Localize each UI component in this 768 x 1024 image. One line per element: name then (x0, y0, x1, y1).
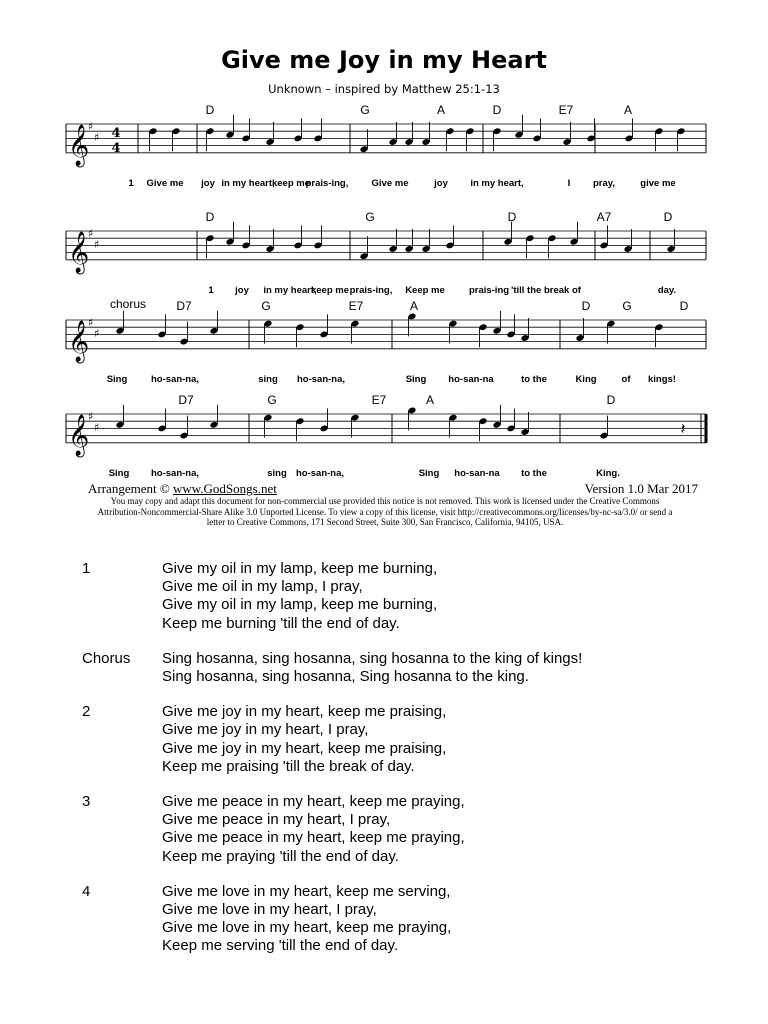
lyric-syllable: kings! (648, 373, 676, 385)
chord-symbol: A (425, 393, 435, 407)
verse-line: Give me joy in my heart, I pray, (162, 721, 369, 739)
verse-line: Give me joy in my heart, keep me praising, (162, 739, 447, 757)
verse-line: Give me peace in my heart, I pray, (162, 811, 391, 829)
lyric-syllable: Sing (418, 467, 440, 479)
verse-label: 2 (82, 703, 91, 721)
lyric-syllable: sing (258, 373, 278, 385)
verse-label: Chorus (82, 649, 131, 667)
verse-line: Give me joy in my heart, keep me praising, (162, 703, 447, 721)
verse-line: Give my oil in my lamp, keep me burning, (162, 596, 438, 614)
sharp-icon: ♯ (88, 316, 94, 329)
chord-symbol: D (679, 299, 689, 313)
verses-section (82, 560, 722, 973)
verse-line: Give my oil in my lamp, keep me burning, (162, 560, 438, 577)
chord-symbol: A (436, 103, 446, 117)
lyric-syllable: King (575, 373, 597, 385)
chord-symbol: G (622, 299, 632, 313)
treble-clef-icon: 𝄞 (68, 231, 90, 273)
sharp-icon: ♯ (88, 227, 94, 240)
verse-label: 3 (82, 793, 91, 811)
chord-symbol: E7 (348, 299, 364, 313)
lyric-syllable: Keep me (405, 284, 445, 296)
verse-line: Keep me burning 'till the end of day. (162, 614, 400, 632)
lyric-syllable: prais-ing, (305, 177, 349, 189)
lyric-syllable: prais-ing, (349, 284, 393, 296)
lyric-syllable: Sing (108, 467, 130, 479)
lyric-syllable: joy (201, 177, 215, 189)
treble-clef-icon: 𝄞 (68, 320, 90, 362)
lyric-syllable: ho-san-na, (150, 467, 200, 479)
chord-symbol: A7 (596, 210, 612, 224)
staff-system (66, 115, 706, 167)
lyric-syllable: Give me (146, 177, 184, 189)
chord-symbol: D (205, 210, 215, 224)
lyric-syllable: King. (596, 467, 620, 479)
lyric-syllable: Sing (405, 373, 427, 385)
lyric-syllable: keep me (271, 177, 311, 189)
lyric-syllable: keep me (310, 284, 350, 296)
sheet-music (0, 0, 768, 480)
lyric-syllable: to the (521, 373, 547, 385)
chord-symbol: E7 (558, 103, 574, 117)
chord-symbol: D (663, 210, 673, 224)
lyric-syllable: give me (640, 177, 676, 189)
staff-system (66, 405, 706, 457)
lyric-syllable: in my heart, (263, 284, 317, 296)
lyric-syllable: ho-san-na, (295, 467, 345, 479)
time-signature-top: 4 (111, 126, 121, 141)
version-info: Version 1.0 Mar 2017 (584, 481, 698, 496)
chord-symbol: G (267, 393, 277, 407)
sharp-icon: ♯ (94, 131, 100, 144)
lyric-syllable: 1 (208, 284, 214, 296)
chord-symbol: G (261, 299, 271, 313)
sharp-icon: ♯ (94, 327, 100, 340)
arrangement-credit (88, 481, 277, 497)
license-line: letter to Creative Commons, 171 Second Street, Suite 300, San Francisco, California, 94105, USA. (206, 517, 564, 527)
chord-symbol: D7 (178, 393, 194, 407)
verse-chorus (82, 650, 722, 686)
lyric-syllable: ho-san-na, (150, 373, 200, 385)
lyric-syllable: 'till the break of (511, 284, 581, 296)
lyric-syllable: ho-san-na (454, 467, 500, 479)
lyric-syllable: joy (434, 177, 448, 189)
song-subtitle: Unknown – inspired by Matthew 25:1-13 (268, 82, 500, 96)
treble-clef-icon: 𝄞 (68, 124, 90, 166)
chord-symbol: A (623, 103, 633, 117)
song-title: Give me Joy in my Heart (221, 46, 547, 74)
chord-symbol: D (205, 103, 215, 117)
verse-line: Give me love in my heart, I pray, (162, 901, 377, 919)
verse-4 (82, 883, 722, 956)
staff-system (66, 311, 706, 363)
verse-2 (82, 703, 722, 776)
godsongs-link[interactable]: www.GodSongs.net (172, 481, 277, 496)
sharp-icon: ♯ (94, 421, 100, 434)
chord-symbol: D (606, 393, 616, 407)
staff-system (66, 222, 706, 274)
lyric-syllable: ho-san-na, (296, 373, 346, 385)
license-notice (40, 496, 730, 528)
verse-line: Keep me praising 'till the break of day. (162, 757, 415, 775)
verse-line: Keep me praying 'till the end of day. (162, 847, 399, 865)
chord-symbol: G (365, 210, 375, 224)
verse-label: 4 (82, 882, 91, 900)
lyric-syllable: 1 (128, 177, 134, 189)
sharp-icon: ♯ (88, 120, 94, 133)
license-line: You may copy and adapt this document for non-commercial use provided this notice is not removed. This work is licensed under the Creative Commons (110, 496, 660, 506)
lyric-syllable: sing (267, 467, 287, 479)
chorus-label: chorus (109, 297, 147, 311)
license-line: Attribution-Noncommercial-Share Alike 3.0 Unported License. To view a copy of this license, visit http://creativecommons.org/licenses/by-nc-sa/3.0/ or send a (97, 506, 673, 517)
lyric-syllable: to the (521, 467, 547, 479)
chord-symbol: D (492, 103, 502, 117)
chord-symbol: E7 (371, 393, 387, 407)
verse-line: Give me love in my heart, keep me praying, (162, 919, 452, 937)
lyric-syllable: Give me (371, 177, 409, 189)
lyric-syllable: Sing (106, 373, 128, 385)
verse-line: Sing hosanna, sing hosanna, Sing hosanna to the king. (162, 668, 529, 686)
verse-1 (82, 560, 722, 633)
chord-symbol: D7 (176, 299, 192, 313)
verse-line: Give me peace in my heart, keep me praying, (162, 829, 465, 847)
lyric-syllable: I (567, 177, 571, 189)
verse-label: 1 (82, 560, 91, 577)
verse-line: Sing hosanna, sing hosanna, sing hosanna to the king of kings! (162, 649, 583, 667)
chord-symbol: G (360, 103, 370, 117)
verse-line: Give me oil in my lamp, I pray, (162, 578, 363, 596)
lyric-syllable: in my heart, (221, 177, 275, 189)
verse-3 (82, 793, 722, 866)
sharp-icon: ♯ (88, 410, 94, 423)
sharp-icon: ♯ (94, 238, 100, 251)
lyric-syllable: joy (235, 284, 249, 296)
lyric-syllable: ho-san-na (448, 373, 494, 385)
chord-symbol: D (581, 299, 591, 313)
verse-line: Give me peace in my heart, keep me praying, (162, 793, 465, 811)
arrangement-prefix: Arrangement © (88, 481, 173, 496)
treble-clef-icon: 𝄞 (68, 414, 90, 456)
time-signature-bottom: 4 (111, 141, 121, 156)
lyric-syllable: day. (657, 284, 677, 296)
verse-line: Give me love in my heart, keep me serving, (162, 882, 451, 900)
verse-line: Keep me serving 'till the end of day. (162, 937, 399, 955)
lyric-syllable: pray, (592, 177, 616, 189)
quarter-rest-icon: 𝄽 (680, 419, 686, 438)
chord-symbol: A (409, 299, 419, 313)
lyric-syllable: prais-ing (468, 284, 510, 296)
chord-symbol: D (507, 210, 517, 224)
lyric-syllable: of (621, 373, 631, 385)
lyric-syllable: in my heart, (470, 177, 524, 189)
